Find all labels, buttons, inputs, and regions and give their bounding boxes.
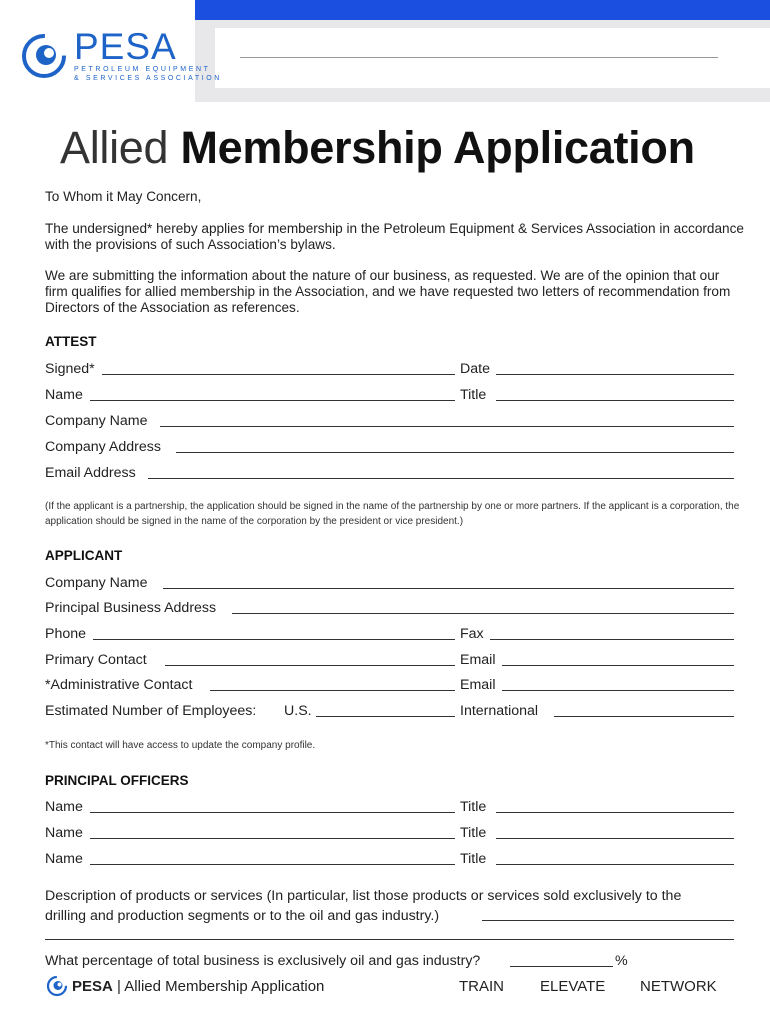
applicant-us-label: U.S. [284,703,312,719]
applicant-fax-field[interactable] [490,639,734,640]
officer-3-name-field[interactable] [90,864,455,865]
attest-title-label: Title [460,387,487,403]
applicant-company-name-label: Company Name [45,575,148,591]
description-text-2: drilling and production segments or to the oil and gas industry.) [45,908,440,924]
footer-doc-title: Allied Membership Application [124,978,325,995]
applicant-email2-field[interactable] [502,690,734,691]
description-field-line-2[interactable] [45,939,734,940]
footer-brand: PESA [72,978,113,995]
officer-3-title-field[interactable] [496,864,734,865]
attest-date-label: Date [460,361,490,377]
applicant-address-field[interactable] [232,613,734,614]
attest-email-field[interactable] [148,478,734,479]
applicant-email2-label: Email [460,677,496,693]
footer-separator: | [117,978,121,995]
attest-heading: ATTEST [45,334,97,349]
percentage-label: What percentage of total business is exclusively oil and gas industry? [45,953,481,969]
attest-company-name-field[interactable] [160,426,734,427]
applicant-email1-field[interactable] [502,665,734,666]
description-field-line-1[interactable] [482,920,734,921]
applicant-phone-label: Phone [45,626,87,642]
header-rule [240,57,718,58]
applicant-email1-label: Email [460,652,496,668]
applicant-note: *This contact will have access to update the company profile. [45,740,316,751]
attest-signed-field[interactable] [102,374,455,375]
title-light: Allied [60,122,169,173]
attest-email-label: Email Address [45,465,136,481]
header-blue-band [195,0,770,20]
applicant-phone-field[interactable] [93,639,455,640]
applicant-international-employees-field[interactable] [554,716,734,717]
applicant-us-employees-field[interactable] [316,716,455,717]
logo-subtitle-1: PETROLEUM EQUIPMENT [74,66,211,73]
officer-2-name-field[interactable] [90,838,455,839]
attest-company-name-label: Company Name [45,413,148,429]
applicant-international-label: International [460,703,539,719]
intro-paragraph-1: The undersigned* hereby applies for membership in the Petroleum Equipment & Services Association in accordance with the provisions of such Association’s bylaws. [45,221,744,252]
applicant-admin-contact-field[interactable] [210,690,455,691]
officer-1-name-label: Name [45,799,83,815]
footer-elevate: ELEVATE [540,978,606,995]
officer-3-title-label: Title [460,851,487,867]
officer-2-title-field[interactable] [496,838,734,839]
attest-name-field[interactable] [90,400,455,401]
officer-1-title-field[interactable] [496,812,734,813]
header-white-panel [215,28,770,88]
footer-title [72,978,324,995]
applicant-fax-label: Fax [460,626,484,642]
officer-1-name-field[interactable] [90,812,455,813]
applicant-admin-contact-label: *Administrative Contact [45,677,193,693]
attest-company-address-field[interactable] [176,452,734,453]
attest-date-field[interactable] [496,374,734,375]
footer-train: TRAIN [459,978,504,995]
officer-2-name-label: Name [45,825,83,841]
pesa-logo-icon [20,32,72,80]
applicant-primary-contact-label: Primary Contact [45,652,147,668]
applicant-company-name-field[interactable] [163,588,734,589]
footer-network: NETWORK [640,978,717,995]
applicant-heading: APPLICANT [45,548,123,563]
logo-subtitle-2: & SERVICES ASSOCIATION [74,75,222,82]
attest-title-field[interactable] [496,400,734,401]
officer-2-title-label: Title [460,825,487,841]
officers-heading: PRINCIPAL OFFICERS [45,773,189,788]
logo-name: PESA [74,26,177,67]
page-title [60,120,695,176]
percent-sign: % [615,953,628,969]
attest-note: (If the applicant is a partnership, the application should be signed in the name of the partnership by one or more partners. If the applicant is a corporation, the application should be signed in the name of the corporation by the president or vice president.) [45,501,740,527]
intro-paragraph-2: We are submitting the information about the nature of our business, as requested. We are of the opinion that our firm qualifies for allied membership in the Association, and we have requested two letters of recommendation from Directors of the Association as references. [45,268,731,315]
greeting: To Whom it May Concern, [45,189,202,204]
officer-1-title-label: Title [460,799,487,815]
applicant-address-label: Principal Business Address [45,600,217,616]
attest-name-label: Name [45,387,83,403]
officer-3-name-label: Name [45,851,83,867]
title-bold: Membership Application [180,122,695,173]
attest-company-address-label: Company Address [45,439,161,455]
percentage-field[interactable] [510,966,613,967]
applicant-employees-label: Estimated Number of Employees: [45,703,257,719]
description-text-1: Description of products or services (In particular, list those products or services sold exclusively to the [45,888,682,904]
footer-logo-icon [46,975,68,997]
attest-signed-label: Signed* [45,361,95,377]
applicant-primary-contact-field[interactable] [165,665,455,666]
